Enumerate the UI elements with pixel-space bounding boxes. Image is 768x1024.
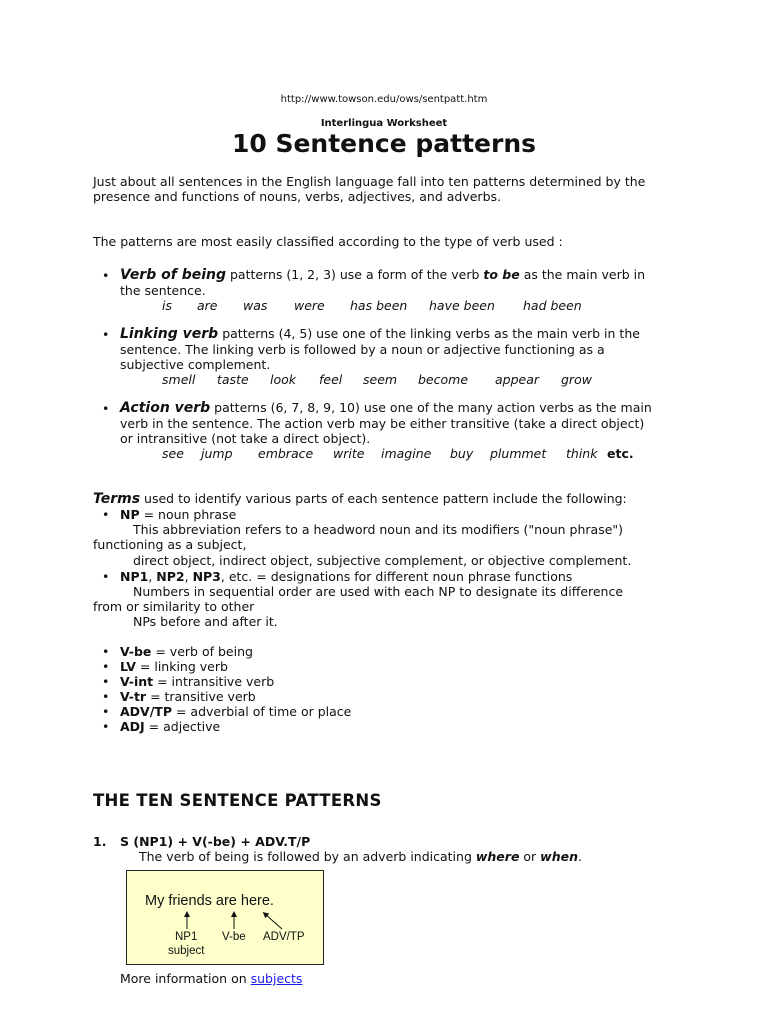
example-word: write [333, 446, 365, 461]
terms-heading: Terms [93, 491, 141, 507]
diagram-label-adv: ADV/TP [263, 931, 305, 943]
verb-being-emph: to be [483, 267, 520, 282]
example-word: taste [217, 372, 249, 387]
example-word: have been [429, 298, 495, 313]
bullet-dot: • [102, 719, 110, 734]
diagram-sentence: My friends are here. [145, 893, 274, 909]
more-info [120, 971, 302, 986]
abbrev-term: V-int [120, 674, 154, 689]
npn-explanation-1: Numbers in sequential order are used with each NP to designate its difference [133, 584, 624, 599]
abbrev-def: = verb of being [151, 644, 253, 659]
verb-being-text-b: as the main verb in [519, 267, 646, 282]
abbrev-item [120, 689, 256, 704]
intro-paragraph [93, 174, 693, 204]
example-word: buy [450, 446, 474, 461]
term-np-abbr: NP [120, 507, 140, 522]
linking-verb-term: Linking verb [120, 326, 219, 342]
npn-explanation-3: NPs before and after it. [133, 614, 278, 629]
diagram-label-vbe: V-be [222, 931, 246, 943]
term-npn-sep2: , [184, 569, 193, 584]
example-word: see [162, 446, 184, 461]
abbrev-item [120, 659, 228, 674]
example-word: appear [495, 372, 540, 387]
pattern-1-period: . [578, 849, 582, 864]
abbrev-item [120, 719, 220, 734]
abbrev-def: = adjective [144, 719, 221, 734]
linking-verb-line2: sentence. The linking verb is followed by a noun or adjective functioning as a [120, 342, 605, 357]
verb-being-text-a: patterns (1, 2, 3) use a form of the verb [226, 267, 484, 282]
term-np [120, 507, 236, 522]
diagram-label-np1: NP1 [175, 931, 198, 943]
term-np1: NP1 [120, 569, 149, 584]
example-word: is [162, 298, 172, 313]
linking-verb-item [120, 326, 680, 372]
term-np-def: = noun phrase [139, 507, 237, 522]
verb-being-term: Verb of being [120, 267, 226, 283]
more-info-text: More information on [120, 971, 251, 986]
pattern-1-diagram [126, 870, 324, 965]
abbrev-def: = intransitive verb [153, 674, 275, 689]
pattern-1-or: or [519, 849, 541, 864]
example-word: feel [319, 372, 343, 387]
terms-intro [93, 491, 627, 507]
action-verb-term: Action verb [120, 400, 211, 416]
verb-being-line2: the sentence. [120, 283, 206, 298]
terms-intro-text: used to identify various parts of each sentence pattern include the following: [140, 491, 627, 506]
term-npn-def: , etc. = designations for different noun phrase functions [220, 569, 573, 584]
example-word: jump [201, 446, 233, 461]
example-word: grow [561, 372, 592, 387]
diagram-arrows [127, 871, 323, 964]
term-np3: NP3 [192, 569, 221, 584]
term-npn [120, 569, 572, 584]
example-word: look [270, 372, 297, 387]
abbrev-term: V-tr [120, 689, 147, 704]
example-word: embrace [258, 446, 314, 461]
example-word: become [418, 372, 469, 387]
bullet-dot: • [102, 507, 110, 522]
pattern-1-when: when [540, 849, 578, 864]
intro-line-1: Just about all sentences in the English language fall into ten patterns determined by the [93, 174, 646, 189]
bullet-dot: • [102, 704, 110, 719]
abbrev-term: ADJ [120, 719, 145, 734]
worksheet-label: Interlingua Worksheet [320, 118, 448, 129]
source-url: http://www.towson.edu/ows/sentpatt.htm [280, 94, 488, 105]
term-npn-sep1: , [148, 569, 157, 584]
page-title: 10 Sentence patterns [231, 129, 537, 158]
np-explanation-1: This abbreviation refers to a headword noun and its modifiers ("noun phrase") [133, 522, 624, 537]
abbrev-def: = linking verb [135, 659, 228, 674]
bullet-dot: • [102, 327, 110, 342]
linking-verb-line3: subjective complement. [120, 357, 271, 372]
abbrev-item [120, 674, 274, 689]
example-word: smell [162, 372, 196, 387]
abbrev-term: V-be [120, 644, 152, 659]
abbrev-term: ADV/TP [120, 704, 172, 719]
abbrev-item [120, 644, 253, 659]
abbrev-def: = adverbial of time or place [171, 704, 352, 719]
np-explanation-2: functioning as a subject, [93, 537, 247, 552]
example-word: had been [523, 298, 582, 313]
example-word: imagine [381, 446, 432, 461]
example-etc: etc. [607, 446, 634, 461]
example-word: are [197, 298, 218, 313]
bullet-dot: • [102, 569, 110, 584]
pattern-1-desc-text: The verb of being is followed by an adverb indicating [139, 849, 476, 864]
np-explanation-3: direct object, indirect object, subjective complement, or objective complement. [133, 553, 632, 568]
term-np2: NP2 [156, 569, 185, 584]
example-word: was [243, 298, 268, 313]
example-word: seem [363, 372, 398, 387]
bullet-dot: • [102, 674, 110, 689]
subjects-link[interactable]: subjects [250, 971, 303, 986]
abbrev-item [120, 704, 351, 719]
abbrev-def: = transitive verb [146, 689, 256, 704]
npn-explanation-2: from or similarity to other [93, 599, 255, 614]
action-verb-line2: verb in the sentence. The action verb may be either transitive (take a direct object) [120, 416, 645, 431]
example-word: were [294, 298, 325, 313]
pattern-1-number: 1. [93, 834, 107, 849]
bullet-dot: • [102, 401, 110, 416]
bullet-dot: • [102, 268, 110, 283]
abbrev-term: LV [120, 659, 136, 674]
bullet-dot: • [102, 689, 110, 704]
pattern-1-description [139, 849, 582, 864]
linking-verb-text-a: patterns (4, 5) use one of the linking verbs as the main verb in the [218, 326, 640, 341]
arrow-adv [265, 914, 282, 929]
example-word: plummet [490, 446, 547, 461]
bullet-dot: • [102, 659, 110, 674]
action-verb-item [120, 400, 680, 446]
action-verb-text-a: patterns (6, 7, 8, 9, 10) use one of the many action verbs as the main [210, 400, 652, 415]
pattern-1-where: where [475, 849, 520, 864]
example-word: has been [350, 298, 408, 313]
action-verb-line3: or intransitive (not take a direct object). [120, 431, 371, 446]
classification-paragraph: The patterns are most easily classified according to the type of verb used : [93, 234, 563, 249]
bullet-dot: • [102, 644, 110, 659]
intro-line-2: presence and functions of nouns, verbs, adjectives, and adverbs. [93, 189, 501, 204]
example-word: think [566, 446, 598, 461]
section-heading: THE TEN SENTENCE PATTERNS [93, 791, 382, 810]
verb-being-item [120, 267, 680, 298]
pattern-1-formula: S (NP1) + V(-be) + ADV.T/P [120, 834, 311, 849]
diagram-label-subject: subject [168, 945, 205, 957]
